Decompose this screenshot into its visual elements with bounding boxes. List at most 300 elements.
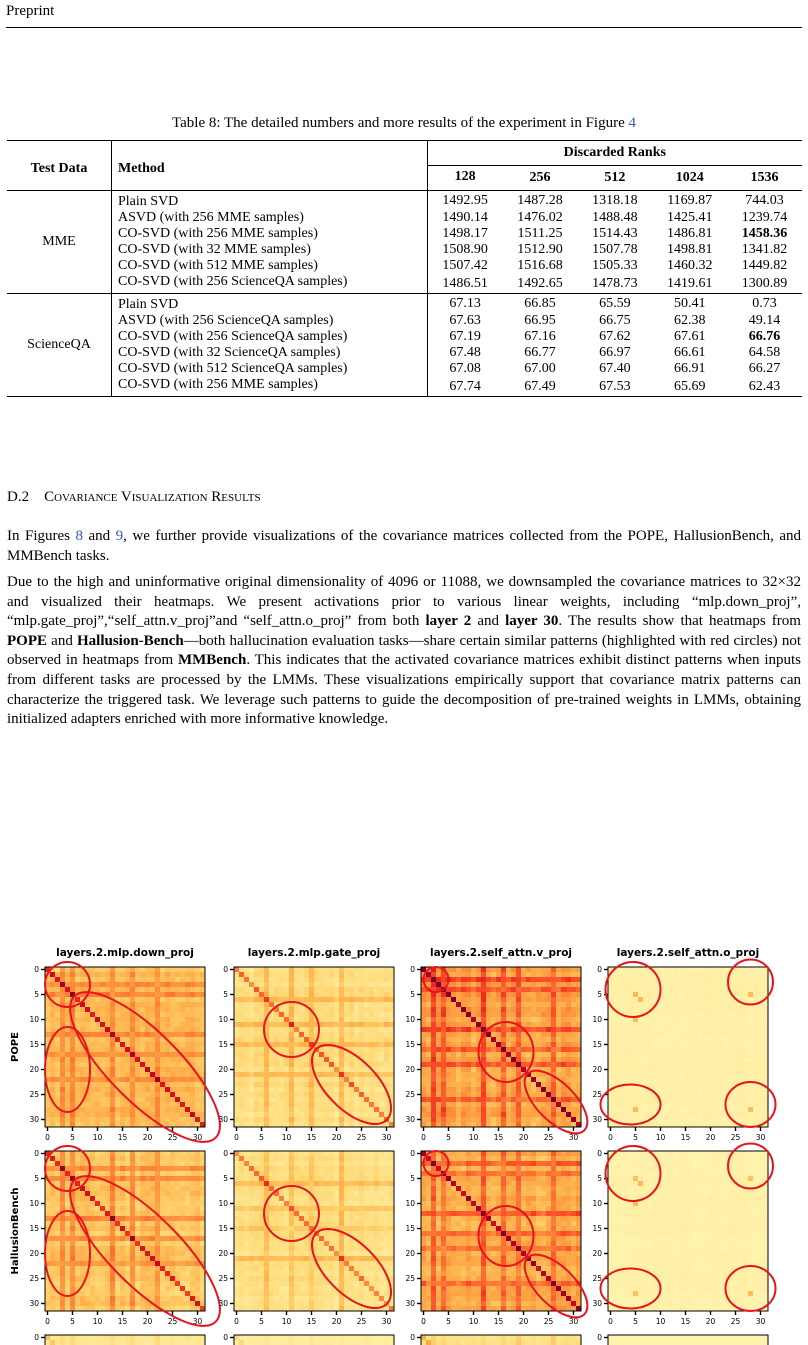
heatmap-cell	[728, 1012, 733, 1017]
col-method: Method	[112, 141, 428, 191]
heatmap-cell	[628, 1002, 633, 1007]
heatmap-cell	[319, 1052, 324, 1057]
heatmap-cell	[693, 977, 698, 982]
heatmap-cell	[571, 1107, 576, 1112]
heatmap-cell	[259, 967, 264, 972]
heatmap-cell	[571, 1022, 576, 1027]
heatmap-cell	[633, 1102, 638, 1107]
heatmap-cell	[743, 1107, 748, 1112]
heatmap-cell	[753, 972, 758, 977]
heatmap-cell	[254, 997, 259, 1002]
heatmap-cell	[75, 1092, 80, 1097]
x-tick-label: 0	[421, 1133, 426, 1142]
heatmap-cell	[753, 997, 758, 1002]
heatmap-cell	[753, 1097, 758, 1102]
heatmap-cell	[239, 1042, 244, 1047]
value-cell: 1498.17	[427, 226, 503, 242]
heatmap-cell	[65, 1057, 70, 1062]
heatmap-cell	[426, 1057, 431, 1062]
heatmap-cell	[50, 992, 55, 997]
heatmap-cell	[55, 992, 60, 997]
heatmap-cell	[110, 1017, 115, 1022]
heatmap-cell	[421, 1042, 426, 1047]
heatmap-cell	[531, 1112, 536, 1117]
heatmap-cell	[120, 972, 125, 977]
heatmap-cell	[344, 1017, 349, 1022]
heatmap-cell	[566, 1117, 571, 1122]
heatmap-cell	[703, 1087, 708, 1092]
heatmap-cell	[723, 1052, 728, 1057]
heatmap-cell	[476, 992, 481, 997]
heatmap-cell	[374, 1087, 379, 1092]
heatmap-cell	[683, 1027, 688, 1032]
heatmap-cell	[364, 992, 369, 997]
heatmap-cell	[254, 1097, 259, 1102]
heatmap-cell	[155, 1057, 160, 1062]
heatmap-cell	[50, 1052, 55, 1057]
heatmap-cell	[195, 1082, 200, 1087]
section-title: Covariance Visualization Results	[44, 489, 261, 505]
heatmap-cell	[758, 992, 763, 997]
heatmap-cell	[344, 1117, 349, 1122]
heatmap-cell	[566, 1062, 571, 1067]
heatmap-cell	[748, 1102, 753, 1107]
heatmap-cell	[110, 1052, 115, 1057]
heatmap-cell	[658, 1032, 663, 1037]
heatmap-cell	[658, 972, 663, 977]
heatmap-cell	[75, 1017, 80, 1022]
heatmap-cell	[70, 1246, 75, 1251]
heatmap-cell	[648, 972, 653, 977]
heatmap-cell	[698, 1052, 703, 1057]
heatmap-cell	[85, 1201, 90, 1206]
heatmap-cell	[344, 1012, 349, 1017]
heatmap-cell	[638, 1092, 643, 1097]
heatmap-cell	[334, 982, 339, 987]
heatmap-cell	[733, 1092, 738, 1097]
heatmap-cell	[369, 1012, 374, 1017]
heatmap-cell	[551, 992, 556, 997]
heatmap-cell	[304, 982, 309, 987]
heatmap-cell	[324, 1072, 329, 1077]
heatmap-cell	[451, 977, 456, 982]
heatmap-cell	[436, 1022, 441, 1027]
heatmap-cell	[663, 1017, 668, 1022]
heatmap-cell	[344, 1007, 349, 1012]
heatmap-cell	[274, 1057, 279, 1062]
heatmap-cell	[125, 1151, 130, 1156]
heatmap-cell	[334, 1007, 339, 1012]
heatmap-cell	[135, 1246, 140, 1251]
heatmap-cell	[110, 1102, 115, 1107]
heatmap-cell	[70, 1117, 75, 1122]
heatmap-cell	[683, 1067, 688, 1072]
heatmap-cell	[446, 1112, 451, 1117]
heatmap-cell	[125, 1022, 130, 1027]
heatmap-cell	[244, 1062, 249, 1067]
heatmap-cell	[561, 1057, 566, 1062]
heatmap-cell	[466, 967, 471, 972]
heatmap-cell	[723, 987, 728, 992]
heatmap-cell	[758, 1092, 763, 1097]
heatmap-cell	[324, 1002, 329, 1007]
heatmap-cell	[713, 1067, 718, 1072]
heatmap-cell	[608, 1062, 613, 1067]
heatmap-cell	[379, 987, 384, 992]
heatmap-cell	[75, 982, 80, 987]
heatmap-cell	[738, 982, 743, 987]
heatmap-cell	[486, 1057, 491, 1062]
heatmap-cell	[180, 1186, 185, 1191]
heatmap-cell	[185, 1032, 190, 1037]
heatmap-cell	[264, 1057, 269, 1062]
heatmap-cell	[718, 1057, 723, 1062]
heatmap-cell	[254, 1062, 259, 1067]
heatmap-cell	[155, 997, 160, 1002]
heatmap-cell	[110, 1037, 115, 1042]
heatmap-cell	[324, 1052, 329, 1057]
heatmap-cell	[516, 1012, 521, 1017]
heatmap-cell	[496, 967, 501, 972]
heatmap-cell	[309, 987, 314, 992]
figure-link[interactable]: 8	[75, 528, 83, 544]
heatmap-cell	[234, 1082, 239, 1087]
heatmap-cell	[55, 1007, 60, 1012]
heatmap-cell	[541, 1092, 546, 1097]
heatmap-cell	[713, 1092, 718, 1097]
heatmap-cell	[441, 1007, 446, 1012]
heatmap-cell	[723, 1067, 728, 1072]
heatmap-cell	[299, 997, 304, 1002]
heatmap-cell	[299, 1117, 304, 1122]
heatmap-cell	[324, 1057, 329, 1062]
heatmap-cell	[70, 1241, 75, 1246]
heatmap-cell	[120, 1112, 125, 1117]
heatmap-cell	[668, 1117, 673, 1122]
heatmap-cell	[728, 1022, 733, 1027]
heatmap-cell	[551, 1107, 556, 1112]
heatmap-cell	[648, 1002, 653, 1007]
heatmap-cell	[125, 1052, 130, 1057]
heatmap-cell	[110, 1012, 115, 1017]
heatmap-cell	[673, 1037, 678, 1042]
heatmap-cell	[551, 1037, 556, 1042]
heatmap-cell	[170, 1037, 175, 1042]
heatmap-cell	[364, 987, 369, 992]
heatmap-cell	[150, 967, 155, 972]
heatmap-cell	[566, 967, 571, 972]
heatmap-cell	[145, 1072, 150, 1077]
heatmap-cell	[708, 1112, 713, 1117]
heatmap-cell	[140, 1037, 145, 1042]
heatmap-cell	[120, 1057, 125, 1062]
heatmap-cell	[541, 1102, 546, 1107]
heatmap-cell	[698, 1017, 703, 1022]
heatmap-cell	[324, 1082, 329, 1087]
heatmap-cell	[115, 1022, 120, 1027]
heatmap-cell	[254, 1012, 259, 1017]
heatmap-cell	[150, 1077, 155, 1082]
heatmap-cell	[571, 1077, 576, 1082]
heatmap-cell	[571, 977, 576, 982]
heatmap-cell	[110, 977, 115, 982]
heatmap-cell	[165, 1007, 170, 1012]
heatmap-cell	[170, 977, 175, 982]
heatmap-cell	[703, 1052, 708, 1057]
heatmap-cell	[70, 972, 75, 977]
heatmap-cell	[501, 1087, 506, 1092]
heatmap-cell	[85, 1221, 90, 1226]
heatmap-cell	[284, 1017, 289, 1022]
heatmap-cell	[95, 1181, 100, 1186]
heatmap-cell	[471, 1037, 476, 1042]
heatmap-cell	[239, 1077, 244, 1082]
heatmap-cell	[379, 1072, 384, 1077]
heatmap-cell	[496, 977, 501, 982]
heatmap-cell	[234, 1047, 239, 1052]
heatmap-cell	[668, 1097, 673, 1102]
heatmap-cell	[364, 1037, 369, 1042]
heatmap-cell	[431, 1062, 436, 1067]
heatmap-cell	[471, 1117, 476, 1122]
heatmap-cell	[70, 1082, 75, 1087]
heatmap-cell	[511, 997, 516, 1002]
heatmap-cell	[115, 1191, 120, 1196]
heatmap-cell	[75, 1062, 80, 1067]
heatmap-cell	[180, 972, 185, 977]
heatmap-cell	[155, 1196, 160, 1201]
heatmap-cell	[698, 972, 703, 977]
heatmap-cell	[531, 977, 536, 982]
heatmap-cell	[354, 997, 359, 1002]
heatmap-cell	[115, 1097, 120, 1102]
heatmap-cell	[115, 1092, 120, 1097]
heatmap-cell	[364, 1092, 369, 1097]
heatmap-cell	[279, 997, 284, 1002]
heatmap-cell	[264, 1047, 269, 1052]
heatmap-cell	[541, 1022, 546, 1027]
heatmap-cell	[185, 992, 190, 997]
heatmap-cell	[713, 992, 718, 997]
heatmap-cell	[359, 1067, 364, 1072]
heatmap-cell	[195, 1226, 200, 1231]
heatmap-cell	[254, 1092, 259, 1097]
heatmap-cell	[150, 1017, 155, 1022]
heatmap-cell	[633, 997, 638, 1002]
heatmap-cell	[713, 1042, 718, 1047]
heatmap-cell	[180, 1117, 185, 1122]
heatmap-cell	[165, 1201, 170, 1206]
heatmap-cell	[110, 1007, 115, 1012]
figure-link[interactable]: 9	[115, 528, 124, 544]
heatmap-cell	[359, 977, 364, 982]
heatmap-cell	[339, 1052, 344, 1057]
heatmap-cell	[314, 1052, 319, 1057]
heatmap-cell	[456, 1052, 461, 1057]
heatmap-cell	[55, 972, 60, 977]
heatmap-cell	[319, 972, 324, 977]
heatmap-cell	[708, 997, 713, 1002]
x-tick-label: 30	[755, 1133, 766, 1142]
heatmap-cell	[239, 1012, 244, 1017]
heatmap-cell	[145, 1236, 150, 1241]
heatmap-cell	[50, 1206, 55, 1211]
heatmap-cell	[170, 1156, 175, 1161]
heatmap-cell	[521, 1062, 526, 1067]
heatmap-cell	[160, 1007, 165, 1012]
heatmap	[592, 960, 775, 1143]
heatmap-cell	[284, 1007, 289, 1012]
heatmap-cell	[658, 1057, 663, 1062]
heatmap-cell	[663, 1107, 668, 1112]
heatmap-cell	[60, 1042, 65, 1047]
heatmap-cell	[643, 1032, 648, 1037]
heatmap-cell	[648, 1047, 653, 1052]
heatmap-cell	[384, 1057, 389, 1062]
heatmap-cell	[516, 1047, 521, 1052]
heatmap-cell	[319, 1002, 324, 1007]
value-cell: 1476.02	[517, 210, 563, 225]
heatmap-cell	[486, 977, 491, 982]
heatmap-cell	[421, 1017, 426, 1022]
heatmap-cell	[170, 1062, 175, 1067]
heatmap-cell	[299, 1012, 304, 1017]
heatmap-cell	[431, 1022, 436, 1027]
heatmap-cell	[708, 1097, 713, 1102]
heatmap-cell	[471, 1012, 476, 1017]
heatmap-cell	[608, 1102, 613, 1107]
heatmap-cell	[354, 967, 359, 972]
heatmap-cell	[678, 1077, 683, 1082]
y-tick-label: 0	[34, 965, 39, 974]
heatmap-cell	[426, 1087, 431, 1092]
heatmap-cell	[239, 977, 244, 982]
heatmap-cell	[175, 1151, 180, 1156]
heatmap-cell	[190, 1236, 195, 1241]
heatmap-cell	[541, 1057, 546, 1062]
heatmap-cell	[531, 1007, 536, 1012]
heatmap-cell	[541, 1032, 546, 1037]
heatmap-cell	[673, 1002, 678, 1007]
heatmap-cell	[421, 1047, 426, 1052]
heatmap-cell	[304, 1062, 309, 1067]
heatmap-cell	[279, 982, 284, 987]
heatmap-cell	[115, 1047, 120, 1052]
heatmap-cell	[80, 1191, 85, 1196]
heatmap-cell	[165, 1067, 170, 1072]
heatmap-cell	[476, 1092, 481, 1097]
heatmap-cell	[249, 1087, 254, 1092]
heatmap-cell	[623, 1092, 628, 1097]
heatmap-cell	[259, 1112, 264, 1117]
heatmap-cell	[521, 1092, 526, 1097]
heatmap-cell	[185, 1186, 190, 1191]
heatmap-cell	[506, 1062, 511, 1067]
heatmap-cell	[70, 1087, 75, 1092]
heatmap-cell	[516, 1052, 521, 1057]
heatmap-cell	[105, 1097, 110, 1102]
heatmap-cell	[374, 997, 379, 1002]
heatmap-cell	[60, 987, 65, 992]
heatmap-cell	[738, 967, 743, 972]
heatmap-cell	[150, 1072, 155, 1077]
heatmap-cell	[738, 1102, 743, 1107]
heatmap-cell	[45, 1002, 50, 1007]
heatmap-cell	[170, 1082, 175, 1087]
heatmap-cell	[753, 1052, 758, 1057]
heatmap-cell	[140, 1067, 145, 1072]
heatmap-cell	[536, 1057, 541, 1062]
table-row	[7, 191, 802, 211]
heatmap-cell	[748, 1047, 753, 1052]
heatmap-cell	[70, 1221, 75, 1226]
heatmap-cell	[264, 1107, 269, 1112]
heatmap-cell	[758, 972, 763, 977]
heatmap-cell	[284, 1082, 289, 1087]
heatmap-cell	[354, 1087, 359, 1092]
heatmap-cell	[284, 1097, 289, 1102]
heatmap-cell	[234, 977, 239, 982]
figure-link[interactable]: 4	[628, 115, 636, 131]
heatmap-cell	[698, 1112, 703, 1117]
heatmap-cell	[421, 1067, 426, 1072]
heatmap-cell	[60, 1176, 65, 1181]
heatmap-cell	[551, 972, 556, 977]
heatmap-cell	[628, 1042, 633, 1047]
heatmap-cell	[743, 1052, 748, 1057]
heatmap-cell	[70, 1166, 75, 1171]
heatmap-cell	[743, 977, 748, 982]
heatmap-cell	[456, 1082, 461, 1087]
heatmap-cell	[115, 982, 120, 987]
heatmap-cell	[723, 1032, 728, 1037]
heatmap-cell	[521, 972, 526, 977]
value-cell: 66.27	[748, 361, 781, 376]
heatmap-cell	[140, 1062, 145, 1067]
heatmap-cell	[264, 1097, 269, 1102]
heatmap-cell	[668, 972, 673, 977]
heatmap-cell	[264, 1002, 269, 1007]
heatmap-cell	[556, 1052, 561, 1057]
heatmap-cell	[185, 1022, 190, 1027]
heatmap-cell	[658, 1042, 663, 1047]
heatmap-cell	[334, 1012, 339, 1017]
heatmap-cell	[708, 1057, 713, 1062]
heatmap-cell	[516, 992, 521, 997]
heatmap-cell	[628, 1022, 633, 1027]
heatmap-cell	[541, 977, 546, 982]
heatmap-cell	[613, 1022, 618, 1027]
heatmap-cell	[446, 987, 451, 992]
heatmap-cell	[556, 1032, 561, 1037]
heatmap-cell	[743, 992, 748, 997]
heatmap-cell	[561, 1007, 566, 1012]
heatmap-cell	[75, 1196, 80, 1201]
heatmap-cell	[319, 1057, 324, 1062]
heatmap-cell	[140, 1216, 145, 1221]
heatmap-cell	[471, 987, 476, 992]
heatmap-cell	[155, 1037, 160, 1042]
heatmap-cell	[170, 1022, 175, 1027]
heatmap-cell	[130, 1042, 135, 1047]
heatmap-cell	[728, 1067, 733, 1072]
heatmap-cell	[638, 1062, 643, 1067]
heatmap-cell	[658, 1067, 663, 1072]
heatmap-cell	[120, 1241, 125, 1246]
heatmap-cell	[150, 1176, 155, 1181]
heatmap-cell	[556, 997, 561, 1002]
heatmap-cell	[50, 1211, 55, 1216]
